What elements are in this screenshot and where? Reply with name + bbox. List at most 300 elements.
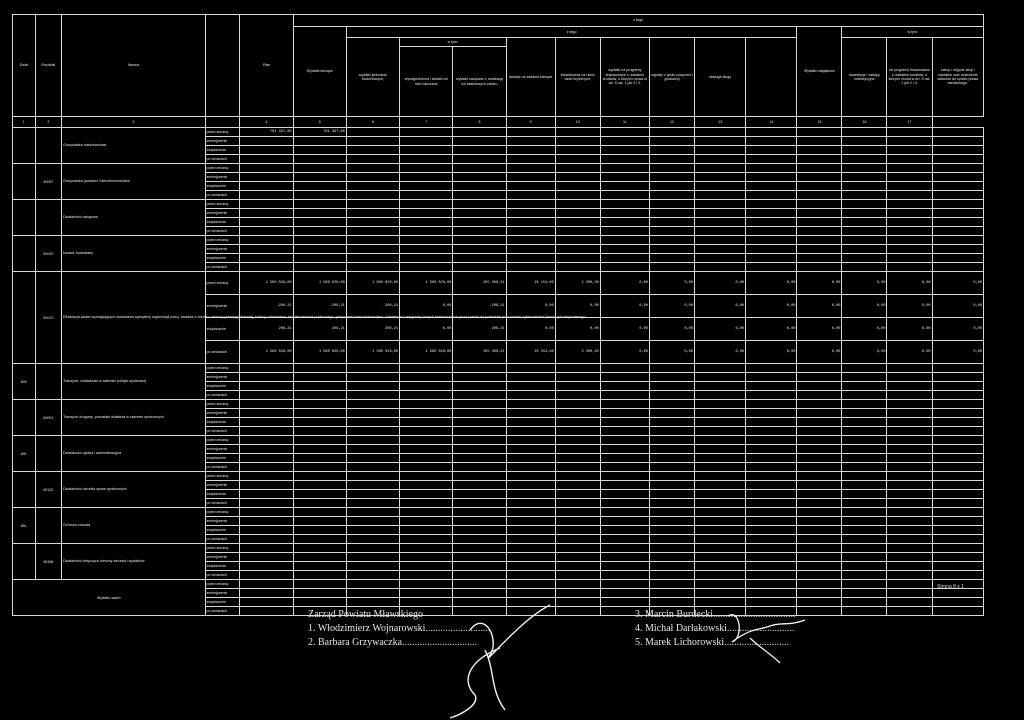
amount-cell [932,553,983,562]
amount-cell [887,463,932,472]
rozdzial-code [35,508,62,544]
amount-cell [293,454,346,463]
amount-cell [346,580,399,589]
header-w-tym-majatkowe: w tym: [842,27,984,38]
amount-cell: -206,21 [453,295,506,318]
amount-cell [600,146,649,155]
amount-cell [842,227,887,236]
amount-cell: 0,00 [506,295,555,318]
amount-cell [400,164,453,173]
amount-cell [887,517,932,526]
amount-cell [400,173,453,182]
amount-cell [746,373,797,382]
header-plan: Plan [240,15,293,117]
amount-cell: 1 580 029,00 [346,272,399,295]
amount-cell [600,427,649,436]
dzial-code [13,472,36,508]
amount-cell [346,481,399,490]
amount-cell [600,382,649,391]
amount-cell [293,155,346,164]
amount-cell [453,508,506,517]
amount-cell [506,137,555,146]
amount-cell [649,589,694,598]
amount-cell [400,418,453,427]
amount-cell [842,373,887,382]
amount-cell [797,391,842,400]
amount-cell [240,463,293,472]
column-number: 14 [746,117,797,128]
amount-cell [797,137,842,146]
amount-cell [842,571,887,580]
amount-cell [240,182,293,191]
amount-cell [649,436,694,445]
change-label: przed zmianą [205,236,240,245]
amount-cell [932,409,983,418]
amount-cell: 0,00 [887,272,932,295]
amount-cell [694,463,745,472]
change-label: po zmianach [205,427,240,436]
amount-cell [797,589,842,598]
amount-cell: 0,00 [694,318,745,341]
amount-cell [887,382,932,391]
amount-cell [555,445,600,454]
change-label: po zmianach [205,499,240,508]
amount-cell [293,200,346,209]
amount-cell [694,155,745,164]
amount-cell [346,236,399,245]
amount-cell [694,409,745,418]
amount-cell [887,227,932,236]
amount-cell [346,454,399,463]
amount-cell [649,254,694,263]
amount-cell [240,164,293,173]
amount-cell [400,182,453,191]
amount-cell [746,445,797,454]
amount-cell [932,607,983,616]
amount-cell: 0,00 [555,295,600,318]
item-name: Gospodarka gruntami i nieruchomościami [62,164,205,200]
amount-cell [600,490,649,499]
item-name: Działalność ośrodka spraw społecznych [62,472,205,508]
item-name: Nadzór budowlany [62,236,205,272]
amount-cell [887,245,932,254]
signature-right [720,608,810,668]
amount-cell [932,598,983,607]
amount-cell [932,173,983,182]
amount-cell [555,499,600,508]
amount-cell [240,400,293,409]
amount-cell [932,128,983,137]
amount-cell [600,571,649,580]
header-z-tego: z tego [293,15,983,27]
table-row [13,272,984,295]
amount-cell [240,598,293,607]
amount-cell: -206,21 [346,295,399,318]
amount-cell [797,128,842,137]
amount-cell [694,373,745,382]
amount-cell [797,472,842,481]
amount-cell [694,472,745,481]
amount-cell [555,227,600,236]
board-title: Zarząd Powiatu Mławskiego [308,609,423,620]
amount-cell [887,400,932,409]
amount-cell [240,526,293,535]
amount-cell [240,146,293,155]
amount-cell: 761 337,00 [293,128,346,137]
amount-cell [842,364,887,373]
column-number: 10 [555,117,600,128]
amount-cell [694,589,745,598]
amount-cell [240,490,293,499]
header-obsluga-dlugu: obsługa długu [694,38,745,117]
amount-cell [932,535,983,544]
amount-cell [649,409,694,418]
header-wydatki-biezace: Wydatki bieżące [293,27,346,117]
amount-cell [649,499,694,508]
amount-cell [932,508,983,517]
amount-cell [453,472,506,481]
amount-cell [887,191,932,200]
amount-cell [694,164,745,173]
column-number: 2 [35,117,62,128]
column-number: 17 [887,117,932,128]
amount-cell [649,137,694,146]
amount-cell [240,427,293,436]
amount-cell [694,382,745,391]
amount-cell [400,137,453,146]
amount-cell [400,427,453,436]
amount-cell [887,544,932,553]
amount-cell [842,490,887,499]
amount-cell [694,571,745,580]
amount-cell [649,472,694,481]
amount-cell [555,391,600,400]
amount-cell [293,400,346,409]
amount-cell [400,200,453,209]
header-w-tym-jednostek: w tym: [400,38,507,47]
amount-cell [506,191,555,200]
amount-cell [506,182,555,191]
amount-cell [746,191,797,200]
amount-cell: 1 580 029,00 [293,272,346,295]
amount-cell [694,508,745,517]
item-name: Działalność usługowa [62,200,205,236]
amount-cell [694,418,745,427]
amount-cell [346,182,399,191]
header-inwestycje: inwestycje i zakupy inwestycyjne [842,38,887,117]
amount-cell [797,544,842,553]
amount-cell [555,490,600,499]
amount-cell [240,409,293,418]
amount-cell [694,218,745,227]
amount-cell [694,535,745,544]
amount-cell [797,418,842,427]
item-name: Transport, działalność w zakresie polityki społecznej [62,364,205,400]
amount-cell [506,454,555,463]
amount-cell [600,535,649,544]
amount-cell [887,436,932,445]
amount-cell [842,200,887,209]
amount-cell [400,463,453,472]
amount-cell [842,146,887,155]
amount-cell [555,155,600,164]
amount-cell [600,164,649,173]
amount-cell [346,418,399,427]
amount-cell [649,155,694,164]
amount-cell: 155 300,21 [453,272,506,295]
rozdzial-code: 85156 [35,544,62,580]
amount-cell [694,245,745,254]
amount-cell [453,236,506,245]
amount-cell [400,191,453,200]
amount-cell [600,472,649,481]
amount-cell [694,209,745,218]
amount-cell [346,373,399,382]
amount-cell [694,191,745,200]
amount-cell [746,472,797,481]
column-number: 12 [649,117,694,128]
header-z-tego-biezace: z tego [346,27,797,38]
amount-cell: 0,00 [600,341,649,364]
amount-cell [293,481,346,490]
amount-cell [887,263,932,272]
amount-cell [400,409,453,418]
amount-cell [293,236,346,245]
amount-cell [746,517,797,526]
column-number: 11 [600,117,649,128]
change-label: po zmianach [205,227,240,236]
amount-cell [293,598,346,607]
amount-cell [506,400,555,409]
amount-cell [400,128,453,137]
amount-cell [346,227,399,236]
amount-cell [506,526,555,535]
amount-cell: 2 200,20 [555,272,600,295]
amount-cell [746,508,797,517]
amount-cell [746,553,797,562]
amount-cell [555,245,600,254]
amount-cell [932,200,983,209]
amount-cell [400,436,453,445]
amount-cell: 0,00 [842,318,887,341]
amount-cell [293,427,346,436]
amount-cell [746,218,797,227]
amount-cell: 0,00 [694,341,745,364]
amount-cell [555,400,600,409]
amount-cell [346,508,399,517]
amount-cell: 0,00 [932,295,983,318]
amount-cell [694,553,745,562]
amount-cell [649,490,694,499]
amount-cell [694,454,745,463]
amount-cell [346,553,399,562]
change-label: zwiększenie [205,318,240,341]
amount-cell [346,200,399,209]
amount-cell [600,236,649,245]
amount-cell [346,571,399,580]
amount-cell [555,263,600,272]
amount-cell [400,245,453,254]
amount-cell [842,454,887,463]
amount-cell [932,218,983,227]
amount-cell [932,517,983,526]
board-member-4: 4. Michał Darłakowski [635,623,727,634]
amount-cell [293,173,346,182]
amount-cell [240,445,293,454]
amount-cell [932,191,983,200]
amount-cell [887,589,932,598]
table-row [13,364,984,373]
amount-cell [453,445,506,454]
amount-cell [694,236,745,245]
amount-cell [600,517,649,526]
amount-cell [694,562,745,571]
column-number: 8 [453,117,506,128]
amount-cell: 0,00 [797,318,842,341]
amount-cell [240,580,293,589]
amount-cell [346,526,399,535]
amount-cell [887,607,932,616]
total-label: Wydatki razem [13,580,206,616]
amount-cell [932,490,983,499]
amount-cell [746,245,797,254]
amount-cell [453,128,506,137]
amount-cell [293,463,346,472]
amount-cell [555,182,600,191]
amount-cell: 0,00 [400,318,453,341]
amount-cell [797,463,842,472]
amount-cell [400,580,453,589]
amount-cell [694,598,745,607]
amount-cell [240,227,293,236]
amount-cell: 0,00 [400,295,453,318]
change-label: zmniejszenie [205,553,240,562]
amount-cell [887,391,932,400]
amount-cell [746,409,797,418]
amount-cell [506,164,555,173]
amount-cell [746,427,797,436]
amount-cell [649,562,694,571]
amount-cell [346,155,399,164]
amount-cell [453,373,506,382]
dzial-code: 801 [13,436,36,472]
amount-cell [453,400,506,409]
amount-cell [746,562,797,571]
amount-cell [842,382,887,391]
amount-cell [649,173,694,182]
amount-cell [887,535,932,544]
header-nazwa: Nazwa [62,15,205,117]
amount-cell [649,526,694,535]
amount-cell [240,373,293,382]
amount-cell [600,463,649,472]
amount-cell [649,400,694,409]
amount-cell [797,445,842,454]
amount-cell [600,263,649,272]
amount-cell [797,499,842,508]
amount-cell [932,499,983,508]
amount-cell [240,155,293,164]
amount-cell [746,544,797,553]
amount-cell [506,544,555,553]
dzial-code [13,200,36,236]
amount-cell [842,137,887,146]
amount-cell: 1 580 029,00 [240,272,293,295]
board-member-2: 2. Barbara Grzywaczka [308,637,403,648]
amount-cell [346,400,399,409]
amount-cell [600,391,649,400]
amount-cell [649,182,694,191]
amount-cell [887,445,932,454]
amount-cell [506,481,555,490]
board-member-1: 1. Włodzimierz Wojnarowski [308,623,426,634]
amount-cell [649,418,694,427]
amount-cell [600,436,649,445]
amount-cell [240,236,293,245]
amount-cell [400,400,453,409]
amount-cell [453,463,506,472]
amount-cell [400,499,453,508]
amount-cell [240,562,293,571]
amount-cell [506,128,555,137]
amount-cell [293,490,346,499]
amount-cell: 1 580 029,00 [346,341,399,364]
amount-cell [600,182,649,191]
amount-cell [346,598,399,607]
amount-cell: 1 580 029,00 [400,272,453,295]
amount-cell [346,146,399,155]
amount-cell [797,173,842,182]
change-label: po zmianach [205,263,240,272]
amount-cell: 0,00 [600,318,649,341]
table-row [13,236,984,245]
amount-cell [797,436,842,445]
amount-cell [797,373,842,382]
amount-cell [746,182,797,191]
amount-cell [400,155,453,164]
amount-cell [453,571,506,580]
amount-cell [649,373,694,382]
amount-cell: 0,00 [746,295,797,318]
amount-cell [887,418,932,427]
amount-cell [649,236,694,245]
amount-cell [293,436,346,445]
amount-cell [932,227,983,236]
amount-cell [555,535,600,544]
amount-cell [453,146,506,155]
amount-cell [453,454,506,463]
amount-cell [346,517,399,526]
amount-cell [346,436,399,445]
amount-cell [694,263,745,272]
amount-cell [555,191,600,200]
amount-cell [842,445,887,454]
amount-cell [240,589,293,598]
amount-cell [293,418,346,427]
amount-cell [649,553,694,562]
amount-cell: 0,00 [600,295,649,318]
amount-cell [400,146,453,155]
table-row [13,400,984,409]
amount-cell [293,445,346,454]
amount-cell [346,209,399,218]
amount-cell [400,571,453,580]
amount-cell [842,245,887,254]
amount-cell [400,544,453,553]
amount-cell [453,254,506,263]
amount-cell [400,254,453,263]
amount-cell [746,481,797,490]
